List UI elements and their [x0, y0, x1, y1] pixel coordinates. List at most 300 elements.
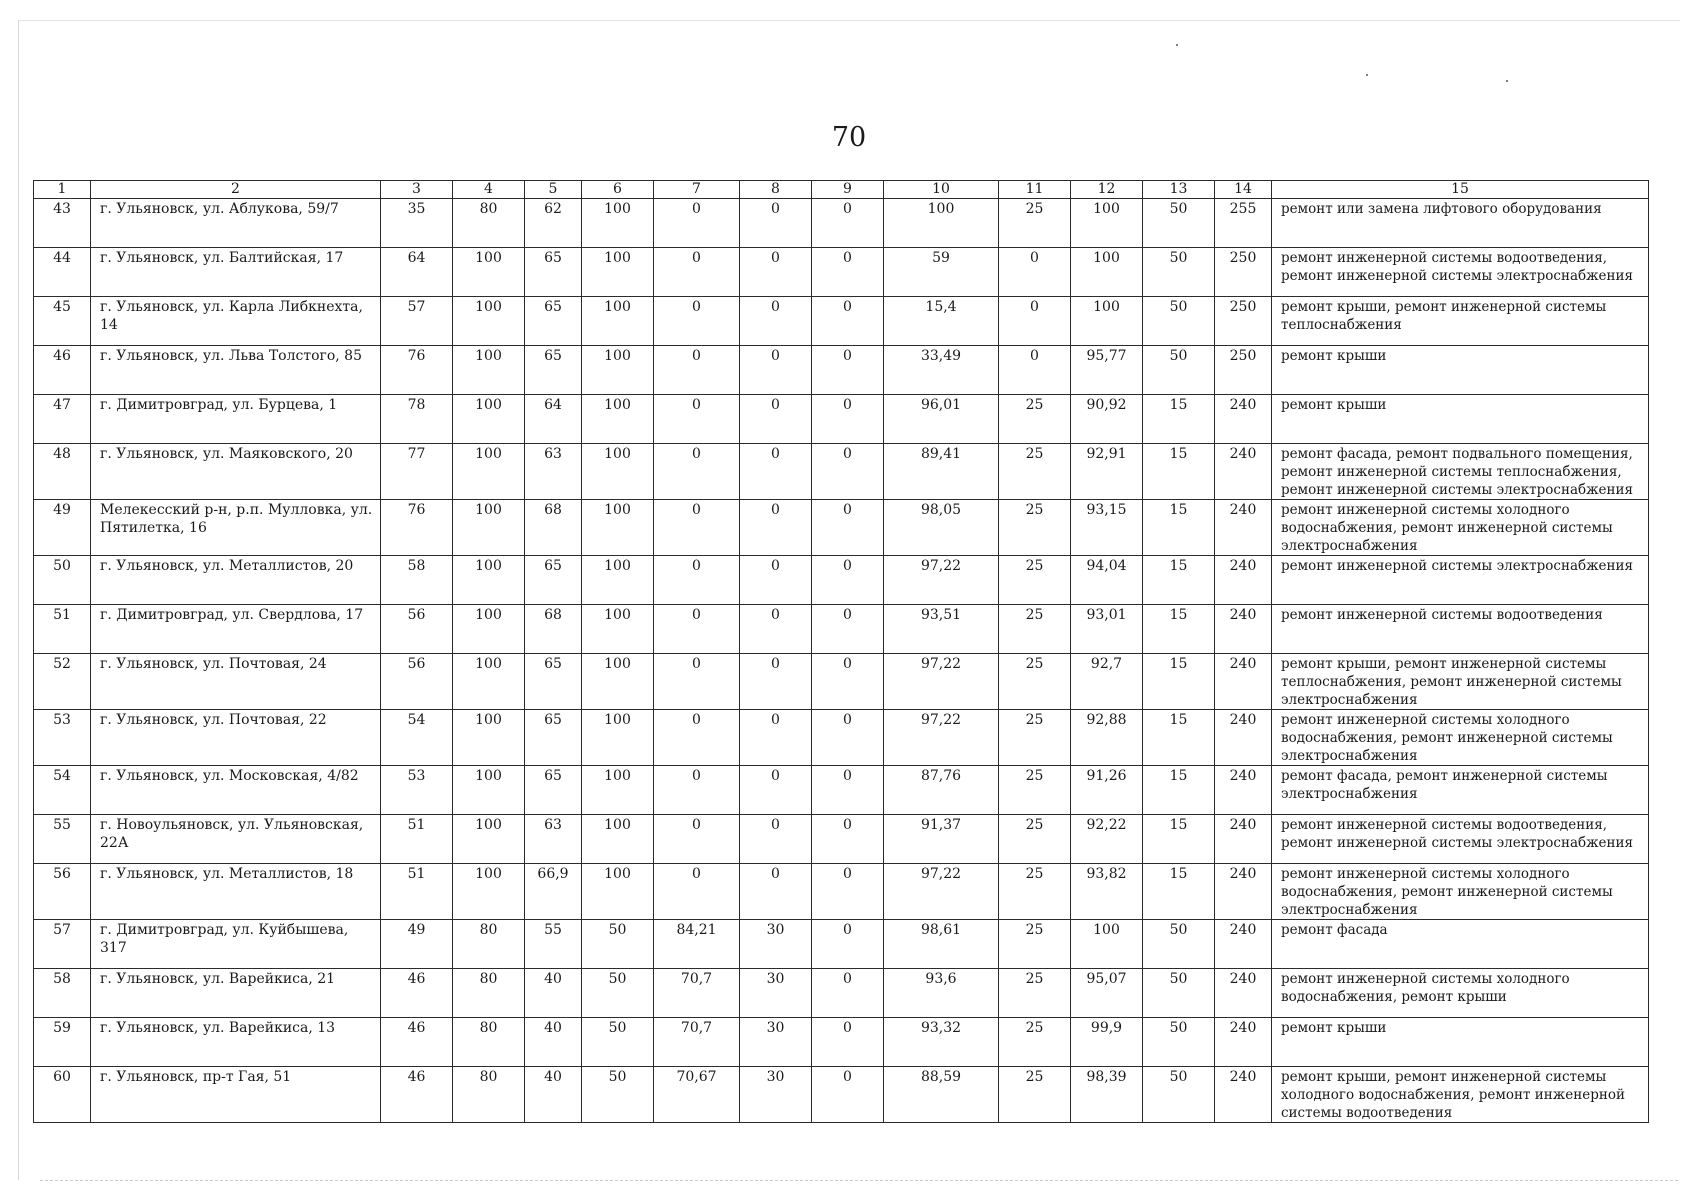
column-header: 14 — [1215, 181, 1272, 199]
value-cell-c10: 96,01 — [884, 395, 999, 444]
row-number-cell: 51 — [34, 605, 91, 654]
value-cell-c13: 15 — [1143, 605, 1215, 654]
value-cell-c6: 100 — [582, 199, 654, 248]
value-cell-c14: 250 — [1215, 346, 1272, 395]
value-cell-c4: 80 — [453, 969, 525, 1018]
table-row — [34, 297, 1649, 346]
row-number-cell: 49 — [34, 500, 91, 556]
value-cell-c4: 100 — [453, 766, 525, 815]
value-cell-c6: 50 — [582, 969, 654, 1018]
value-cell-c6: 100 — [582, 815, 654, 864]
value-cell-c6: 100 — [582, 248, 654, 297]
value-cell-c6: 100 — [582, 395, 654, 444]
column-header: 2 — [91, 181, 381, 199]
work-type-cell: ремонт или замена лифтового оборудования — [1272, 199, 1649, 248]
value-cell-c4: 100 — [453, 346, 525, 395]
work-type-cell: ремонт инженерной системы холодного водоснабжения, ремонт инженерной системы электроснабжения — [1272, 500, 1649, 556]
value-cell-c11: 25 — [999, 766, 1071, 815]
value-cell-c5: 65 — [525, 556, 582, 605]
value-cell-c7: 0 — [654, 199, 740, 248]
address-cell: г. Ульяновск, ул. Маяковского, 20 — [91, 444, 381, 500]
table-row — [34, 815, 1649, 864]
value-cell-c8: 0 — [740, 766, 812, 815]
value-cell-c4: 100 — [453, 864, 525, 920]
table-row — [34, 605, 1649, 654]
work-type-cell: ремонт инженерной системы водоотведения, ремонт инженерной системы электроснабжения — [1272, 815, 1649, 864]
value-cell-c7: 0 — [654, 444, 740, 500]
value-cell-c10: 93,51 — [884, 605, 999, 654]
value-cell-c8: 0 — [740, 395, 812, 444]
column-header: 15 — [1272, 181, 1649, 199]
row-number-cell: 43 — [34, 199, 91, 248]
work-type-cell: ремонт крыши — [1272, 1018, 1649, 1067]
value-cell-c11: 25 — [999, 395, 1071, 444]
value-cell-c10: 15,4 — [884, 297, 999, 346]
value-cell-c11: 25 — [999, 1018, 1071, 1067]
row-number-cell: 53 — [34, 710, 91, 766]
row-number-cell: 57 — [34, 920, 91, 969]
value-cell-c5: 68 — [525, 605, 582, 654]
value-cell-c14: 250 — [1215, 297, 1272, 346]
work-type-cell: ремонт инженерной системы холодного водоснабжения, ремонт инженерной системы электроснабжения — [1272, 710, 1649, 766]
value-cell-c5: 65 — [525, 710, 582, 766]
scan-speck — [1506, 80, 1508, 82]
value-cell-c14: 240 — [1215, 1018, 1272, 1067]
row-number-cell: 58 — [34, 969, 91, 1018]
scan-speck — [1176, 44, 1178, 46]
value-cell-c11: 25 — [999, 864, 1071, 920]
value-cell-c6: 100 — [582, 297, 654, 346]
value-cell-c8: 0 — [740, 346, 812, 395]
value-cell-c9: 0 — [812, 969, 884, 1018]
table-row — [34, 500, 1649, 556]
column-header: 12 — [1071, 181, 1143, 199]
address-cell: г. Ульяновск, пр-т Гая, 51 — [91, 1067, 381, 1123]
value-cell-c7: 0 — [654, 815, 740, 864]
value-cell-c11: 0 — [999, 297, 1071, 346]
value-cell-c5: 66,9 — [525, 864, 582, 920]
value-cell-c9: 0 — [812, 297, 884, 346]
value-cell-c12: 100 — [1071, 920, 1143, 969]
value-cell-c7: 0 — [654, 248, 740, 297]
value-cell-c7: 70,67 — [654, 1067, 740, 1123]
row-number-cell: 54 — [34, 766, 91, 815]
value-cell-c9: 0 — [812, 920, 884, 969]
value-cell-c10: 100 — [884, 199, 999, 248]
value-cell-c13: 15 — [1143, 710, 1215, 766]
value-cell-c12: 93,01 — [1071, 605, 1143, 654]
value-cell-c11: 25 — [999, 815, 1071, 864]
value-cell-c3: 54 — [381, 710, 453, 766]
address-cell: г. Ульяновск, ул. Почтовая, 24 — [91, 654, 381, 710]
value-cell-c12: 92,22 — [1071, 815, 1143, 864]
work-type-cell: ремонт инженерной системы холодного водоснабжения, ремонт крыши — [1272, 969, 1649, 1018]
value-cell-c5: 62 — [525, 199, 582, 248]
value-cell-c3: 58 — [381, 556, 453, 605]
address-cell: г. Ульяновск, ул. Карла Либкнехта, 14 — [91, 297, 381, 346]
value-cell-c14: 240 — [1215, 920, 1272, 969]
value-cell-c12: 98,39 — [1071, 1067, 1143, 1123]
value-cell-c3: 64 — [381, 248, 453, 297]
address-cell: Мелекесский р-н, р.п. Мулловка, ул. Пятилетка, 16 — [91, 500, 381, 556]
value-cell-c3: 49 — [381, 920, 453, 969]
column-header: 9 — [812, 181, 884, 199]
column-header: 8 — [740, 181, 812, 199]
value-cell-c6: 100 — [582, 864, 654, 920]
value-cell-c13: 50 — [1143, 199, 1215, 248]
value-cell-c8: 0 — [740, 815, 812, 864]
value-cell-c10: 89,41 — [884, 444, 999, 500]
work-type-cell: ремонт крыши — [1272, 346, 1649, 395]
table-row — [34, 248, 1649, 297]
address-cell: г. Димитровград, ул. Свердлова, 17 — [91, 605, 381, 654]
address-cell: г. Ульяновск, ул. Варейкиса, 21 — [91, 969, 381, 1018]
value-cell-c6: 100 — [582, 654, 654, 710]
value-cell-c13: 15 — [1143, 500, 1215, 556]
value-cell-c12: 91,26 — [1071, 766, 1143, 815]
value-cell-c12: 93,15 — [1071, 500, 1143, 556]
value-cell-c11: 25 — [999, 605, 1071, 654]
value-cell-c13: 15 — [1143, 395, 1215, 444]
value-cell-c4: 80 — [453, 1018, 525, 1067]
work-type-cell: ремонт инженерной системы холодного водоснабжения, ремонт инженерной системы электроснабжения — [1272, 864, 1649, 920]
value-cell-c13: 50 — [1143, 297, 1215, 346]
value-cell-c4: 100 — [453, 815, 525, 864]
value-cell-c9: 0 — [812, 766, 884, 815]
column-header: 3 — [381, 181, 453, 199]
value-cell-c7: 0 — [654, 864, 740, 920]
value-cell-c4: 100 — [453, 556, 525, 605]
value-cell-c11: 25 — [999, 920, 1071, 969]
value-cell-c3: 51 — [381, 864, 453, 920]
value-cell-c13: 15 — [1143, 654, 1215, 710]
address-cell: г. Новоульяновск, ул. Ульяновская, 22А — [91, 815, 381, 864]
scan-bottom-edge — [40, 1180, 1678, 1181]
value-cell-c6: 100 — [582, 346, 654, 395]
value-cell-c5: 40 — [525, 1067, 582, 1123]
value-cell-c8: 0 — [740, 297, 812, 346]
value-cell-c8: 0 — [740, 500, 812, 556]
value-cell-c14: 240 — [1215, 864, 1272, 920]
value-cell-c7: 0 — [654, 556, 740, 605]
value-cell-c13: 50 — [1143, 1067, 1215, 1123]
value-cell-c8: 30 — [740, 969, 812, 1018]
value-cell-c13: 50 — [1143, 969, 1215, 1018]
value-cell-c10: 97,22 — [884, 710, 999, 766]
value-cell-c4: 100 — [453, 710, 525, 766]
value-cell-c6: 50 — [582, 1018, 654, 1067]
work-type-cell: ремонт крыши, ремонт инженерной системы холодного водоснабжения, ремонт инженерной системы водоотведения — [1272, 1067, 1649, 1123]
value-cell-c7: 0 — [654, 766, 740, 815]
value-cell-c14: 255 — [1215, 199, 1272, 248]
value-cell-c10: 98,05 — [884, 500, 999, 556]
value-cell-c14: 240 — [1215, 605, 1272, 654]
work-type-cell: ремонт инженерной системы водоотведения, ремонт инженерной системы электроснабжения — [1272, 248, 1649, 297]
value-cell-c12: 95,07 — [1071, 969, 1143, 1018]
value-cell-c11: 25 — [999, 654, 1071, 710]
column-header: 5 — [525, 181, 582, 199]
column-header: 10 — [884, 181, 999, 199]
address-cell: г. Ульяновск, ул. Льва Толстого, 85 — [91, 346, 381, 395]
address-cell: г. Ульяновск, ул. Металлистов, 20 — [91, 556, 381, 605]
value-cell-c14: 240 — [1215, 815, 1272, 864]
value-cell-c4: 100 — [453, 654, 525, 710]
value-cell-c4: 80 — [453, 199, 525, 248]
value-cell-c9: 0 — [812, 248, 884, 297]
value-cell-c6: 100 — [582, 710, 654, 766]
value-cell-c5: 63 — [525, 444, 582, 500]
value-cell-c4: 100 — [453, 444, 525, 500]
row-number-cell: 44 — [34, 248, 91, 297]
value-cell-c3: 77 — [381, 444, 453, 500]
table-body — [34, 199, 1649, 1123]
value-cell-c14: 240 — [1215, 1067, 1272, 1123]
column-header: 13 — [1143, 181, 1215, 199]
value-cell-c11: 0 — [999, 248, 1071, 297]
value-cell-c10: 59 — [884, 248, 999, 297]
value-cell-c13: 15 — [1143, 815, 1215, 864]
work-type-cell: ремонт инженерной системы электроснабжения — [1272, 556, 1649, 605]
work-type-cell: ремонт фасада — [1272, 920, 1649, 969]
table-row — [34, 556, 1649, 605]
column-number-row — [34, 181, 1649, 199]
value-cell-c4: 100 — [453, 500, 525, 556]
value-cell-c13: 15 — [1143, 444, 1215, 500]
value-cell-c8: 30 — [740, 920, 812, 969]
work-type-cell: ремонт крыши, ремонт инженерной системы теплоснабжения — [1272, 297, 1649, 346]
value-cell-c10: 91,37 — [884, 815, 999, 864]
value-cell-c9: 0 — [812, 1067, 884, 1123]
value-cell-c11: 25 — [999, 556, 1071, 605]
value-cell-c10: 93,6 — [884, 969, 999, 1018]
address-cell: г. Ульяновск, ул. Балтийская, 17 — [91, 248, 381, 297]
value-cell-c4: 80 — [453, 1067, 525, 1123]
value-cell-c12: 94,04 — [1071, 556, 1143, 605]
value-cell-c3: 57 — [381, 297, 453, 346]
scan-speck — [1366, 74, 1368, 76]
value-cell-c12: 92,7 — [1071, 654, 1143, 710]
value-cell-c3: 76 — [381, 346, 453, 395]
value-cell-c8: 0 — [740, 710, 812, 766]
value-cell-c10: 93,32 — [884, 1018, 999, 1067]
value-cell-c14: 240 — [1215, 969, 1272, 1018]
value-cell-c13: 50 — [1143, 346, 1215, 395]
value-cell-c12: 100 — [1071, 248, 1143, 297]
value-cell-c9: 0 — [812, 346, 884, 395]
value-cell-c9: 0 — [812, 500, 884, 556]
value-cell-c5: 65 — [525, 248, 582, 297]
value-cell-c10: 98,61 — [884, 920, 999, 969]
value-cell-c4: 100 — [453, 297, 525, 346]
value-cell-c7: 84,21 — [654, 920, 740, 969]
value-cell-c4: 80 — [453, 920, 525, 969]
value-cell-c14: 240 — [1215, 444, 1272, 500]
value-cell-c8: 0 — [740, 444, 812, 500]
value-cell-c10: 97,22 — [884, 556, 999, 605]
value-cell-c9: 0 — [812, 710, 884, 766]
value-cell-c6: 50 — [582, 920, 654, 969]
value-cell-c13: 15 — [1143, 556, 1215, 605]
row-number-cell: 46 — [34, 346, 91, 395]
value-cell-c6: 50 — [582, 1067, 654, 1123]
value-cell-c14: 240 — [1215, 556, 1272, 605]
value-cell-c9: 0 — [812, 864, 884, 920]
value-cell-c7: 0 — [654, 605, 740, 654]
value-cell-c9: 0 — [812, 815, 884, 864]
value-cell-c9: 0 — [812, 556, 884, 605]
value-cell-c7: 0 — [654, 710, 740, 766]
value-cell-c7: 70,7 — [654, 969, 740, 1018]
value-cell-c14: 250 — [1215, 248, 1272, 297]
value-cell-c8: 0 — [740, 605, 812, 654]
value-cell-c9: 0 — [812, 1018, 884, 1067]
value-cell-c12: 90,92 — [1071, 395, 1143, 444]
value-cell-c5: 65 — [525, 654, 582, 710]
value-cell-c12: 92,91 — [1071, 444, 1143, 500]
value-cell-c11: 25 — [999, 710, 1071, 766]
value-cell-c3: 53 — [381, 766, 453, 815]
value-cell-c13: 50 — [1143, 1018, 1215, 1067]
value-cell-c5: 40 — [525, 969, 582, 1018]
value-cell-c13: 15 — [1143, 864, 1215, 920]
value-cell-c10: 97,22 — [884, 864, 999, 920]
value-cell-c7: 0 — [654, 500, 740, 556]
value-cell-c11: 25 — [999, 1067, 1071, 1123]
table-row — [34, 395, 1649, 444]
work-type-cell: ремонт инженерной системы водоотведения — [1272, 605, 1649, 654]
value-cell-c4: 100 — [453, 605, 525, 654]
value-cell-c10: 97,22 — [884, 654, 999, 710]
value-cell-c5: 65 — [525, 297, 582, 346]
value-cell-c13: 50 — [1143, 248, 1215, 297]
value-cell-c8: 0 — [740, 864, 812, 920]
value-cell-c3: 35 — [381, 199, 453, 248]
value-cell-c6: 100 — [582, 556, 654, 605]
value-cell-c5: 40 — [525, 1018, 582, 1067]
work-type-cell: ремонт крыши, ремонт инженерной системы теплоснабжения, ремонт инженерной системы электроснабжения — [1272, 654, 1649, 710]
row-number-cell: 56 — [34, 864, 91, 920]
row-number-cell: 55 — [34, 815, 91, 864]
value-cell-c8: 0 — [740, 556, 812, 605]
value-cell-c12: 100 — [1071, 297, 1143, 346]
value-cell-c5: 63 — [525, 815, 582, 864]
value-cell-c7: 0 — [654, 346, 740, 395]
value-cell-c6: 100 — [582, 605, 654, 654]
table-row — [34, 1067, 1649, 1123]
address-cell: г. Ульяновск, ул. Варейкиса, 13 — [91, 1018, 381, 1067]
value-cell-c5: 68 — [525, 500, 582, 556]
value-cell-c14: 240 — [1215, 654, 1272, 710]
value-cell-c11: 25 — [999, 969, 1071, 1018]
address-cell: г. Ульяновск, ул. Почтовая, 22 — [91, 710, 381, 766]
row-number-cell: 48 — [34, 444, 91, 500]
value-cell-c9: 0 — [812, 444, 884, 500]
value-cell-c9: 0 — [812, 605, 884, 654]
value-cell-c3: 56 — [381, 605, 453, 654]
value-cell-c5: 64 — [525, 395, 582, 444]
value-cell-c14: 240 — [1215, 500, 1272, 556]
value-cell-c11: 0 — [999, 346, 1071, 395]
value-cell-c11: 25 — [999, 444, 1071, 500]
value-cell-c7: 0 — [654, 395, 740, 444]
column-header: 1 — [34, 181, 91, 199]
value-cell-c12: 93,82 — [1071, 864, 1143, 920]
value-cell-c12: 95,77 — [1071, 346, 1143, 395]
address-cell: г. Ульяновск, ул. Металлистов, 18 — [91, 864, 381, 920]
value-cell-c14: 240 — [1215, 766, 1272, 815]
value-cell-c4: 100 — [453, 395, 525, 444]
row-number-cell: 47 — [34, 395, 91, 444]
table-row — [34, 766, 1649, 815]
value-cell-c7: 0 — [654, 654, 740, 710]
value-cell-c3: 78 — [381, 395, 453, 444]
work-type-cell: ремонт фасада, ремонт инженерной системы электроснабжения — [1272, 766, 1649, 815]
value-cell-c12: 92,88 — [1071, 710, 1143, 766]
value-cell-c8: 30 — [740, 1067, 812, 1123]
row-number-cell: 45 — [34, 297, 91, 346]
value-cell-c5: 55 — [525, 920, 582, 969]
value-cell-c3: 46 — [381, 969, 453, 1018]
repair-program-table — [33, 180, 1649, 1123]
table-row — [34, 864, 1649, 920]
page-number: 70 — [831, 122, 867, 153]
address-cell: г. Димитровград, ул. Куйбышева, 317 — [91, 920, 381, 969]
row-number-cell: 52 — [34, 654, 91, 710]
address-cell: г. Ульяновск, ул. Аблукова, 59/7 — [91, 199, 381, 248]
row-number-cell: 50 — [34, 556, 91, 605]
value-cell-c8: 0 — [740, 199, 812, 248]
value-cell-c6: 100 — [582, 766, 654, 815]
value-cell-c7: 0 — [654, 297, 740, 346]
value-cell-c13: 15 — [1143, 766, 1215, 815]
address-cell: г. Димитровград, ул. Бурцева, 1 — [91, 395, 381, 444]
value-cell-c3: 46 — [381, 1067, 453, 1123]
value-cell-c13: 50 — [1143, 920, 1215, 969]
row-number-cell: 60 — [34, 1067, 91, 1123]
table-row — [34, 969, 1649, 1018]
value-cell-c10: 33,49 — [884, 346, 999, 395]
table-row — [34, 444, 1649, 500]
value-cell-c9: 0 — [812, 199, 884, 248]
table-row — [34, 920, 1649, 969]
table-row — [34, 199, 1649, 248]
table-row — [34, 346, 1649, 395]
value-cell-c10: 87,76 — [884, 766, 999, 815]
value-cell-c3: 46 — [381, 1018, 453, 1067]
value-cell-c14: 240 — [1215, 395, 1272, 444]
table-row — [34, 1018, 1649, 1067]
value-cell-c3: 51 — [381, 815, 453, 864]
value-cell-c10: 88,59 — [884, 1067, 999, 1123]
work-type-cell: ремонт крыши — [1272, 395, 1649, 444]
value-cell-c5: 65 — [525, 766, 582, 815]
value-cell-c9: 0 — [812, 654, 884, 710]
table-row — [34, 654, 1649, 710]
value-cell-c12: 99,9 — [1071, 1018, 1143, 1067]
value-cell-c6: 100 — [582, 444, 654, 500]
value-cell-c3: 56 — [381, 654, 453, 710]
column-header: 11 — [999, 181, 1071, 199]
column-header: 7 — [654, 181, 740, 199]
column-header: 6 — [582, 181, 654, 199]
value-cell-c8: 30 — [740, 1018, 812, 1067]
value-cell-c6: 100 — [582, 500, 654, 556]
value-cell-c8: 0 — [740, 654, 812, 710]
table-row — [34, 710, 1649, 766]
column-header: 4 — [453, 181, 525, 199]
value-cell-c9: 0 — [812, 395, 884, 444]
value-cell-c11: 25 — [999, 199, 1071, 248]
